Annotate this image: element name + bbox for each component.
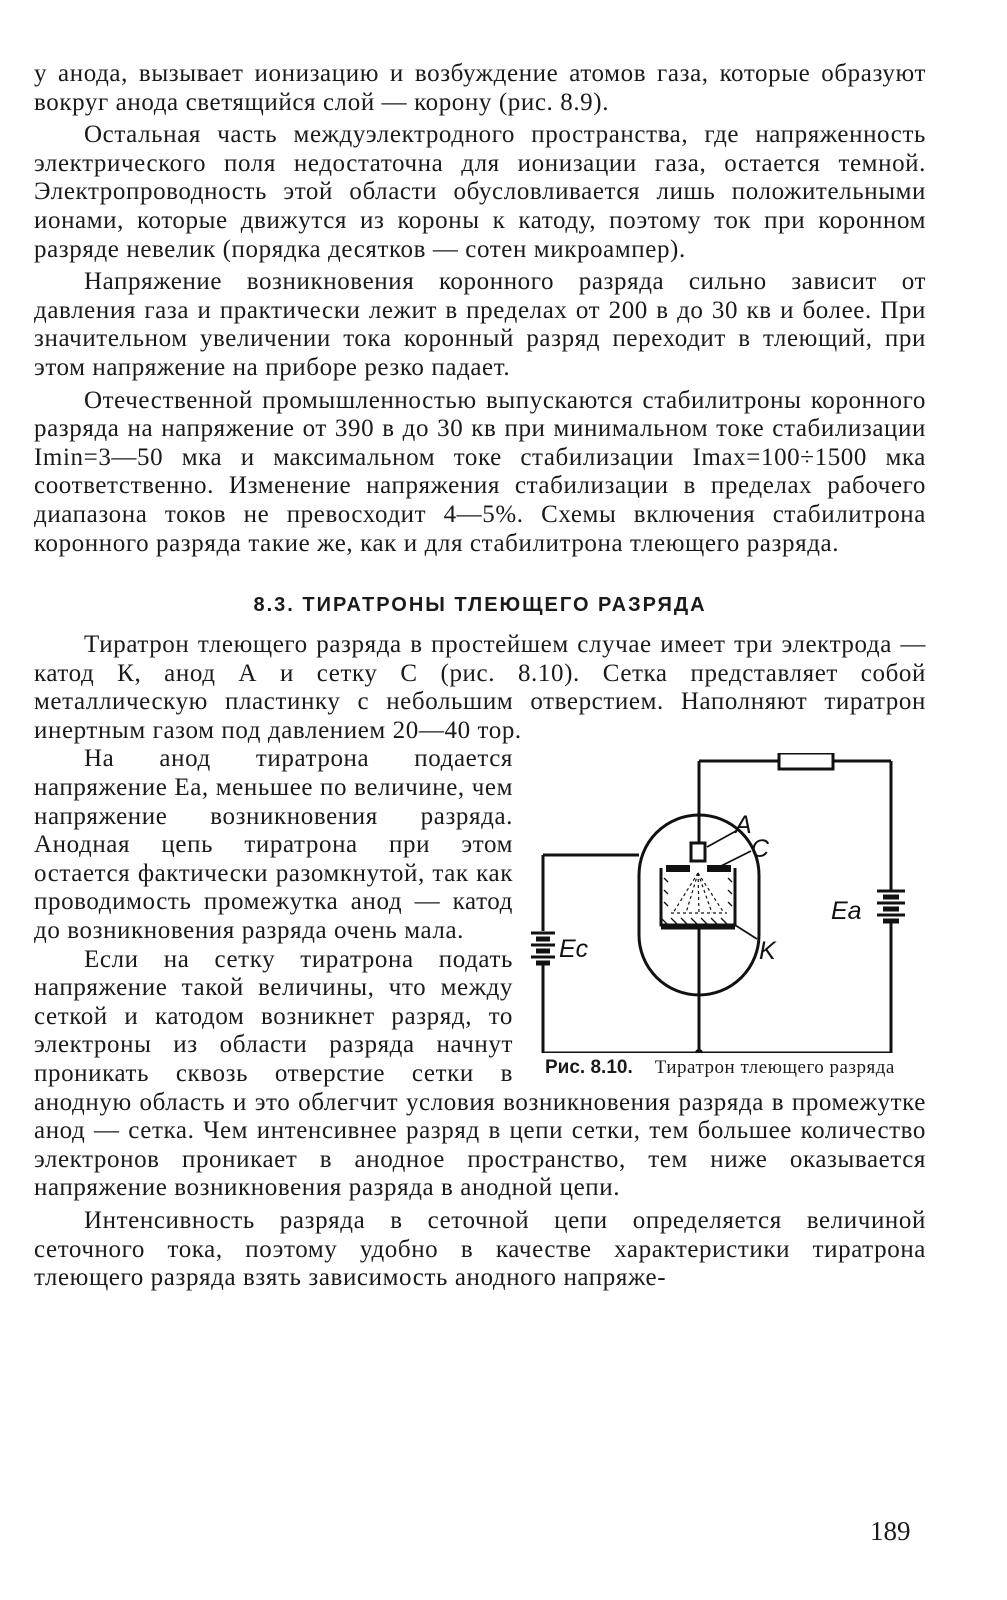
- figure-thyratron: [531, 753, 926, 1079]
- cathode-label: K: [759, 937, 776, 966]
- anode-battery: [877, 891, 905, 921]
- grid-battery: [531, 933, 555, 963]
- paragraph-2: Остальная часть междуэлектродного пространства, где напряженность электрического поля недостаточна для ионизации газа, остается темной. Электропроводность этой области обусловливается лишь положительными ионами, которые движутся из короны к катоду, поэтому ток при коронном разряде невелик (порядка десятков — сотен микроампер).: [34, 121, 926, 263]
- page-number: 189: [870, 1516, 911, 1546]
- grid-source-label: Ec: [559, 935, 589, 964]
- figure-caption-label: Рис. 8.10.: [545, 1057, 633, 1079]
- figure-caption: [531, 1057, 926, 1079]
- anode-label: A: [735, 811, 752, 840]
- paragraph-5: Тиратрон тлеющего разряда в простейшем случае имеет три электрода — катод К, анод А и сетку С (рис. 8.10). Сетка представляет собой металлическую пластинку с небольшим отверстием. Наполняют тиратрон инертным газом под давлением 20—40 тор.: [34, 631, 926, 744]
- anode-source-label: Ea: [831, 897, 862, 926]
- paragraph-3: Напряжение возникновения коронного разряда сильно зависит от давления газа и практически лежит в пределах от 200 в до 30 кв и более. При значительном увеличении тока коронный разряд переходит в тлеющий, при этом напряжение на приборе резко падает.: [34, 268, 926, 381]
- section-heading: 8.3. ТИРАТРОНЫ ТЛЕЮЩЕГО РАЗРЯДА: [253, 594, 707, 617]
- paragraph-7: Если на сетку тиратрона подать напряжение такой величины, что между сеткой и катодом возникнет разряд, то электроны из области разряда начнут проникать сквозь отверстие сетки в анодную область и это облегчит условия возникновения разряда в промежутке анод — сетка. Чем интенсивнее разряд в цепи сетки, тем большее количество электронов проникает в анодное пространство, тем ниже оказывается напряжение возникновения разряда в анодной цепи.: [34, 945, 926, 1202]
- paragraph-8: Интенсивность разряда в сеточной цепи определяется величиной сеточного тока, поэтому удобно в качестве характеристики тиратрона тлеющего разряда взять зависимость анодного напряже-: [34, 1206, 926, 1292]
- paragraph-4: Отечественной промышленностью выпускаются стабилитроны коронного разряда на напряжение от 390 в до 30 кв при минимальном токе стабилизации Imin=3—50 мка и максимальном токе стабилизации Imax=100÷1500 мка соответственно. Изменение напряжения стабилизации в пределах рабочего диапазона токов не превосходит 4—5%. Схемы включения стабилитрона коронного разряда такие же, как и для стабилитрона тлеющего разряда.: [34, 386, 926, 557]
- resistor: [779, 753, 833, 769]
- paragraph-1: у анода, вызывает ионизацию и возбуждение атомов газа, которые образуют вокруг анода светящийся слой — корону (рис. 8.9).: [34, 60, 926, 116]
- thyratron-circuit-diagram: [531, 753, 926, 1053]
- paragraph-6: На анод тиратрона подается напряжение Ea, меньшее по величине, чем напряжение возникновения разряда. Анодная цепь тиратрона при этом остается фактически разомкнутой, так как проводимость промежутка анод — катод до возникновения разряда очень мала.: [34, 745, 513, 945]
- page-body: [34, 60, 926, 1293]
- figure-caption-text: Тиратрон тлеющего разряда: [654, 1057, 895, 1079]
- grid-label: C: [751, 835, 770, 864]
